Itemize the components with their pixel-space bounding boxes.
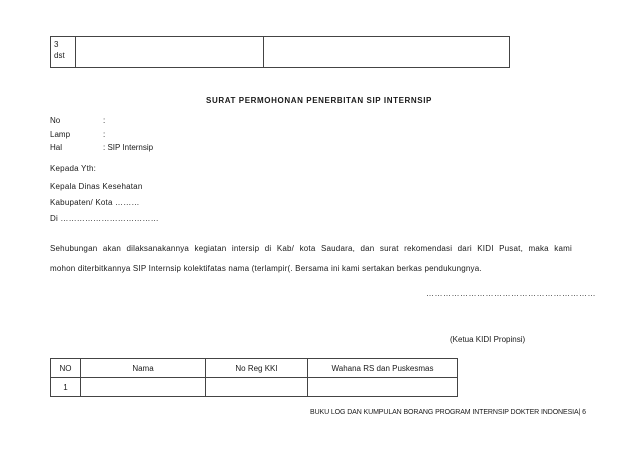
meta-value: : SIP Internsip [103,143,154,152]
row-number-line1: 3 [54,40,59,49]
body-line2: mohon diterbitkannya SIP Internsip kolektifatas nama (terlampir(. Bersama ini kami sertakan berkas pendukungnya. [50,264,482,273]
letter-title: SURAT PERMOHONAN PENERBITAN SIP INTERNSIP [206,96,432,105]
cell-no: 1 [51,378,81,397]
meta-row-hal [50,143,153,152]
header-reg: No Reg KKI [206,359,308,378]
recipient-greeting: Kepada Yth: [50,164,97,173]
meta-row-lamp [50,130,105,139]
body-line1: Sehubungan akan dilaksanakannya kegiatan intersip di Kab/ kota Saudara, dan surat rekomendasi dari KIDI Pusat, maka kami [50,244,572,253]
meta-label: No [50,116,61,125]
meta-row-no [50,116,105,125]
meta-label: Hal [50,143,63,152]
header-no: NO [51,359,81,378]
row-number-line2: dst [54,51,65,60]
empty-cell [264,37,510,68]
empty-cell [76,37,264,68]
intern-list-table [50,358,458,397]
meta-value: : [103,116,106,125]
meta-value: : [103,130,106,139]
header-nama: Nama [81,359,206,378]
table-row [51,37,510,68]
recipient-line1: Kepala Dinas Kesehatan [50,182,143,191]
signer-title: (Ketua KIDI Propinsi) [450,335,526,344]
recipient-line2: Kabupaten/ Kota ……… [50,198,140,207]
cell-nama [81,378,206,397]
cell-reg [206,378,308,397]
header-wahana: Wahana RS dan Puskesmas [308,359,458,378]
table-row [51,378,458,397]
signature-dots: …………………………………………………… [426,289,596,298]
page-footer: BUKU LOG DAN KUMPULAN BORANG PROGRAM INTERNSIP DOKTER INDONESIA| 6 [310,409,586,416]
row-number-cell [51,37,76,68]
top-table [50,36,510,68]
meta-label: Lamp [50,130,71,139]
table-header-row [51,359,458,378]
cell-wahana [308,378,458,397]
recipient-line3: Di ……………………………… [50,214,159,223]
